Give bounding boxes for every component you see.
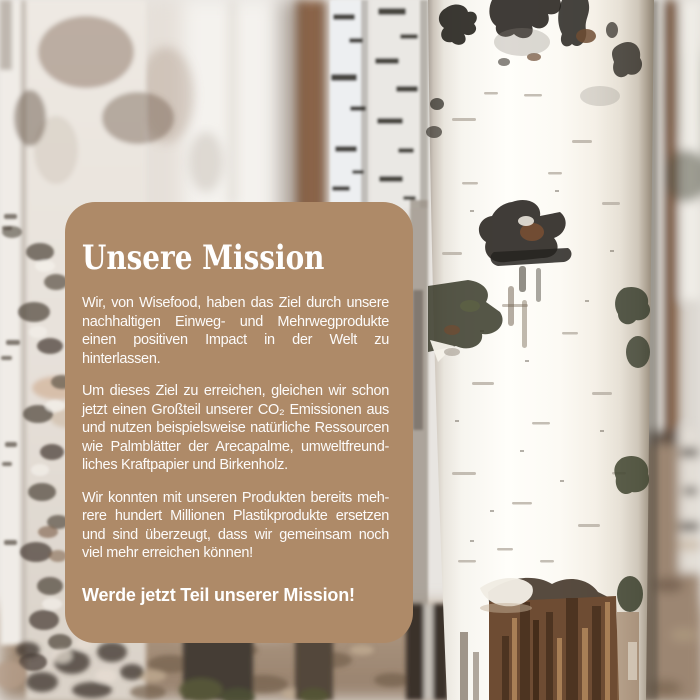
mission-text-line: nachhaltigen Einweg- und Mehrwegprodukte <box>82 313 389 330</box>
mission-text-line: liches Kraftpapier und Birkenholz. <box>82 457 288 473</box>
mission-title: Unsere Mission <box>82 238 325 278</box>
mission-text-line: einen positiven Impact in der Welt zu hinterlassen. <box>82 332 389 367</box>
mission-text-line: rere hundert Millionen Plastikprodukte ersetzen <box>82 508 389 524</box>
mission-text-line: Wir konnten mit unseren Produkten bereits meh- <box>82 489 389 506</box>
mission-text-line: viel mehr erreichen können! <box>82 545 253 561</box>
mission-paragraph-1 <box>82 294 389 368</box>
foreground-birch-trunk <box>426 0 658 700</box>
mission-cta-text: Werde jetzt Teil unserer Mission! <box>82 584 355 605</box>
mission-card <box>65 202 413 643</box>
mission-text-line: und nutzen beispielsweise natürliche Ressourcen <box>82 420 389 436</box>
mission-text-line: Wir, von Wisefood, haben das Ziel durch unsere <box>82 295 389 311</box>
mission-text-line: wie Palmblätter der Arecapalme, umweltfreund- <box>82 438 389 455</box>
mission-text-line: jetzt einen Großteil unserer CO₂ Emissionen aus <box>82 401 389 418</box>
mission-text-line: und sind überzeugt, dass wir gemeinsam noch <box>82 526 389 543</box>
mission-text-line: Um dieses Ziel zu erreichen, gleichen wir schon <box>82 383 389 399</box>
mission-paragraph-2 <box>82 382 389 475</box>
mission-paragraph-3 <box>82 489 389 563</box>
